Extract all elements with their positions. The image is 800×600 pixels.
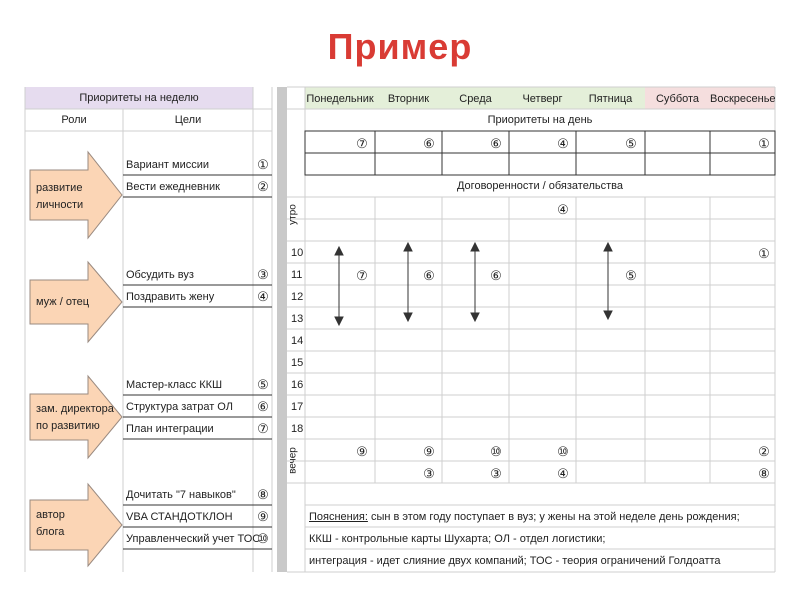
goal-number: ③ <box>257 267 269 282</box>
evening-mark: ⑨ <box>356 444 368 459</box>
eleven-mark: ⑥ <box>490 268 502 283</box>
day-header: Вторник <box>387 93 430 105</box>
role-label-deputy: зам. директора по развитию <box>36 403 114 432</box>
day-priority: ⑥ <box>423 136 435 151</box>
day-priority: ⑦ <box>356 136 368 151</box>
priorities-box <box>305 131 775 175</box>
goal-number: ② <box>257 179 269 194</box>
evening-mark: ④ <box>557 466 569 481</box>
page-title: Пример <box>327 26 473 67</box>
goal-text: Обсудить вуз <box>126 269 194 281</box>
hour-label: 17 <box>291 401 304 413</box>
divider-column <box>277 87 287 572</box>
goal-number: ⑦ <box>257 421 269 436</box>
role-label-blogger: автор блога <box>36 509 65 538</box>
goal-number: ⑨ <box>257 509 269 524</box>
hour-label: 11 <box>291 269 303 281</box>
role-label-personal: развитие личности <box>36 182 84 211</box>
hour-label: 15 <box>291 357 304 369</box>
notes-text: сын в этом году поступает в вуз; у жены на этой неделе день рождения; <box>370 511 740 523</box>
goal-text: План интеграции <box>126 423 214 435</box>
day-header: Среда <box>459 93 492 105</box>
hour-label: 14 <box>291 335 304 347</box>
time-arrows <box>335 243 612 325</box>
eleven-mark: ⑦ <box>356 268 368 283</box>
evening-mark: ⑩ <box>557 444 569 459</box>
evening-label: вечер <box>287 447 299 474</box>
day-priority: ④ <box>557 136 569 151</box>
hour-label: 18 <box>291 423 304 435</box>
goal-number: ⑧ <box>257 487 269 502</box>
ten-mark: ① <box>758 246 770 261</box>
role-arrows <box>30 152 122 566</box>
hour-label: 10 <box>291 247 304 259</box>
goal-number: ⑥ <box>257 399 269 414</box>
day-priority: ⑥ <box>490 136 502 151</box>
agreements-label: Договоренности / обязательства <box>456 180 623 192</box>
day-header: Суббота <box>655 93 700 105</box>
day-header: Воскресенье <box>710 93 776 105</box>
goal-number: ① <box>257 157 269 172</box>
day-header: Пятница <box>588 93 633 105</box>
evening-mark: ② <box>758 444 770 459</box>
notes-label: Пояснения: <box>309 511 368 523</box>
goal-text: Поздравить жену <box>126 291 215 303</box>
goal-text: Мастер-класс ККШ <box>126 379 223 391</box>
day-priority: ⑤ <box>625 136 637 151</box>
goal-text: VBA СТАНДОТКЛОН <box>126 511 233 523</box>
notes-line-1 <box>309 512 740 523</box>
daily-priorities-label: Приоритеты на день <box>487 114 593 126</box>
goal-text: Дочитать "7 навыков" <box>126 489 236 501</box>
evening-mark: ③ <box>423 466 435 481</box>
roles-header: Роли <box>61 114 87 126</box>
goal-text: Вариант миссии <box>126 159 209 171</box>
hour-label: 16 <box>291 379 304 391</box>
goal-text: Вести ежедневник <box>126 181 220 193</box>
notes-line-3: интеграция - идет слияние двух компаний; ТОС - теория ограничений Голдоатта <box>309 555 721 567</box>
day-header: Понедельник <box>306 93 374 105</box>
evening-mark: ⑨ <box>423 444 435 459</box>
hour-label: 13 <box>291 313 304 325</box>
morning-mark: ④ <box>557 202 569 217</box>
week-priorities-header: Приоритеты на неделю <box>79 92 199 104</box>
day-priority: ① <box>758 136 770 151</box>
goals-header: Цели <box>174 114 202 126</box>
hour-label: 12 <box>291 291 304 303</box>
evening-mark: ⑧ <box>758 466 770 481</box>
evening-mark: ⑩ <box>490 444 502 459</box>
role-label-husband: муж / отец <box>36 296 90 308</box>
goal-number: ⑩ <box>257 531 269 546</box>
goal-text: Структура затрат ОЛ <box>126 401 233 413</box>
notes-line-2: ККШ - контрольные карты Шухарта; ОЛ - отдел логистики; <box>309 533 606 545</box>
evening-mark: ③ <box>490 466 502 481</box>
goal-text: Управленческий учет ТОС <box>126 533 261 545</box>
eleven-mark: ⑤ <box>625 268 637 283</box>
goal-number: ④ <box>257 289 269 304</box>
day-header: Четверг <box>522 93 563 105</box>
goal-number: ⑤ <box>257 377 269 392</box>
eleven-mark: ⑥ <box>423 268 435 283</box>
morning-label: утро <box>287 204 299 225</box>
